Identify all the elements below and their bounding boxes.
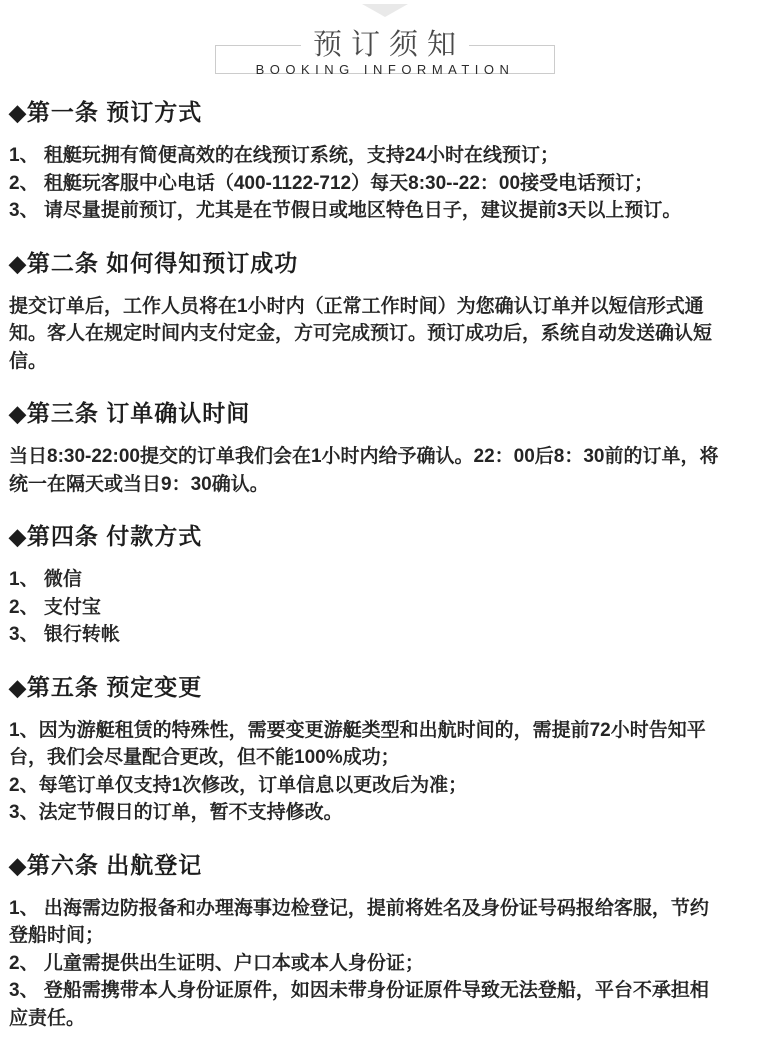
diamond-icon: ◆ (9, 250, 27, 276)
list-item: 2、 租艇玩客服中心电话（400-1122-712）每天8:30--22：00接受电话预订； (9, 172, 654, 194)
section-heading-text: 第六条 出航登记 (26, 851, 203, 878)
section-heading (9, 673, 725, 702)
page-subtitle: BOOKING INFORMATION (255, 62, 515, 77)
section-body (9, 895, 725, 1033)
section-heading (9, 522, 725, 551)
section-heading-text: 第一条 预订方式 (26, 99, 203, 125)
section-booking-method (9, 98, 725, 225)
section-payment-methods (9, 522, 725, 649)
content-area (0, 98, 770, 1032)
section-heading (9, 98, 725, 127)
paragraph: 提交订单后，工作人员将在1小时内（正常工作时间）为您确认订单并以短信形式通知。客人在规定时间内支付定金，方可完成预订。预订成功后，系统自动发送确认短信。 (9, 295, 713, 372)
list-item: 1、 微信 (9, 569, 82, 590)
section-heading-text: 第四条 付款方式 (26, 523, 203, 549)
list-item: 1、 租艇玩拥有简便高效的在线预订系统，支持24小时在线预订； (9, 145, 559, 166)
section-heading (9, 851, 725, 880)
section-heading-text: 第五条 预定变更 (26, 673, 203, 700)
section-heading-text: 第三条 订单确认时间 (26, 400, 251, 426)
diamond-icon: ◆ (9, 674, 27, 700)
section-heading (9, 249, 725, 278)
diamond-icon: ◆ (9, 100, 27, 125)
list-item: 2、 支付宝 (9, 596, 101, 618)
header-frame (215, 29, 555, 77)
list-item: 3、 银行转帐 (9, 624, 120, 645)
section-order-confirm-time (9, 399, 725, 498)
page-title: 预订须知 (301, 29, 469, 61)
section-body (9, 293, 725, 376)
section-body (9, 566, 725, 649)
diamond-icon: ◆ (9, 401, 27, 426)
section-body (9, 443, 725, 498)
section-booking-changes (9, 673, 725, 827)
section-heading-text: 第二条 如何得知预订成功 (26, 249, 299, 276)
list-item: 3、法定节假日的订单，暂不支持修改。 (9, 802, 343, 823)
diamond-icon: ◆ (9, 852, 27, 878)
diamond-icon: ◆ (9, 524, 27, 549)
list-item: 2、每笔订单仅支持1次修改，订单信息以更改后为准； (9, 774, 468, 796)
list-item: 2、 儿童需提供出生证明、户口本或本人身份证； (9, 952, 424, 974)
section-body (9, 717, 725, 827)
down-triangle-icon (362, 4, 408, 17)
section-body (9, 142, 725, 225)
paragraph: 当日8:30-22:00提交的订单我们会在1小时内给予确认。22：00后8：30前的订单，将统一在隔天或当日9：30确认。 (9, 446, 719, 495)
list-item: 1、 出海需边防报备和办理海事边检登记，提前将姓名及身份证号码报给客服，节约登船时间； (9, 897, 709, 946)
list-item: 3、 请尽量提前预订，尤其是在节假日或地区特色日子，建议提前3天以上预订。 (9, 200, 682, 221)
section-heading (9, 399, 725, 428)
section-booking-confirmation-notice (9, 249, 725, 376)
list-item: 3、 登船需携带本人身份证原件，如因未带身份证原件导致无法登船，平台不承担相应责任。 (9, 980, 709, 1029)
section-departure-registration (9, 851, 725, 1033)
list-item: 1、因为游艇租赁的特殊性，需要变更游艇类型和出航时间的，需提前72小时告知平台，我们会尽量配合更改，但不能100%成功； (9, 719, 706, 768)
